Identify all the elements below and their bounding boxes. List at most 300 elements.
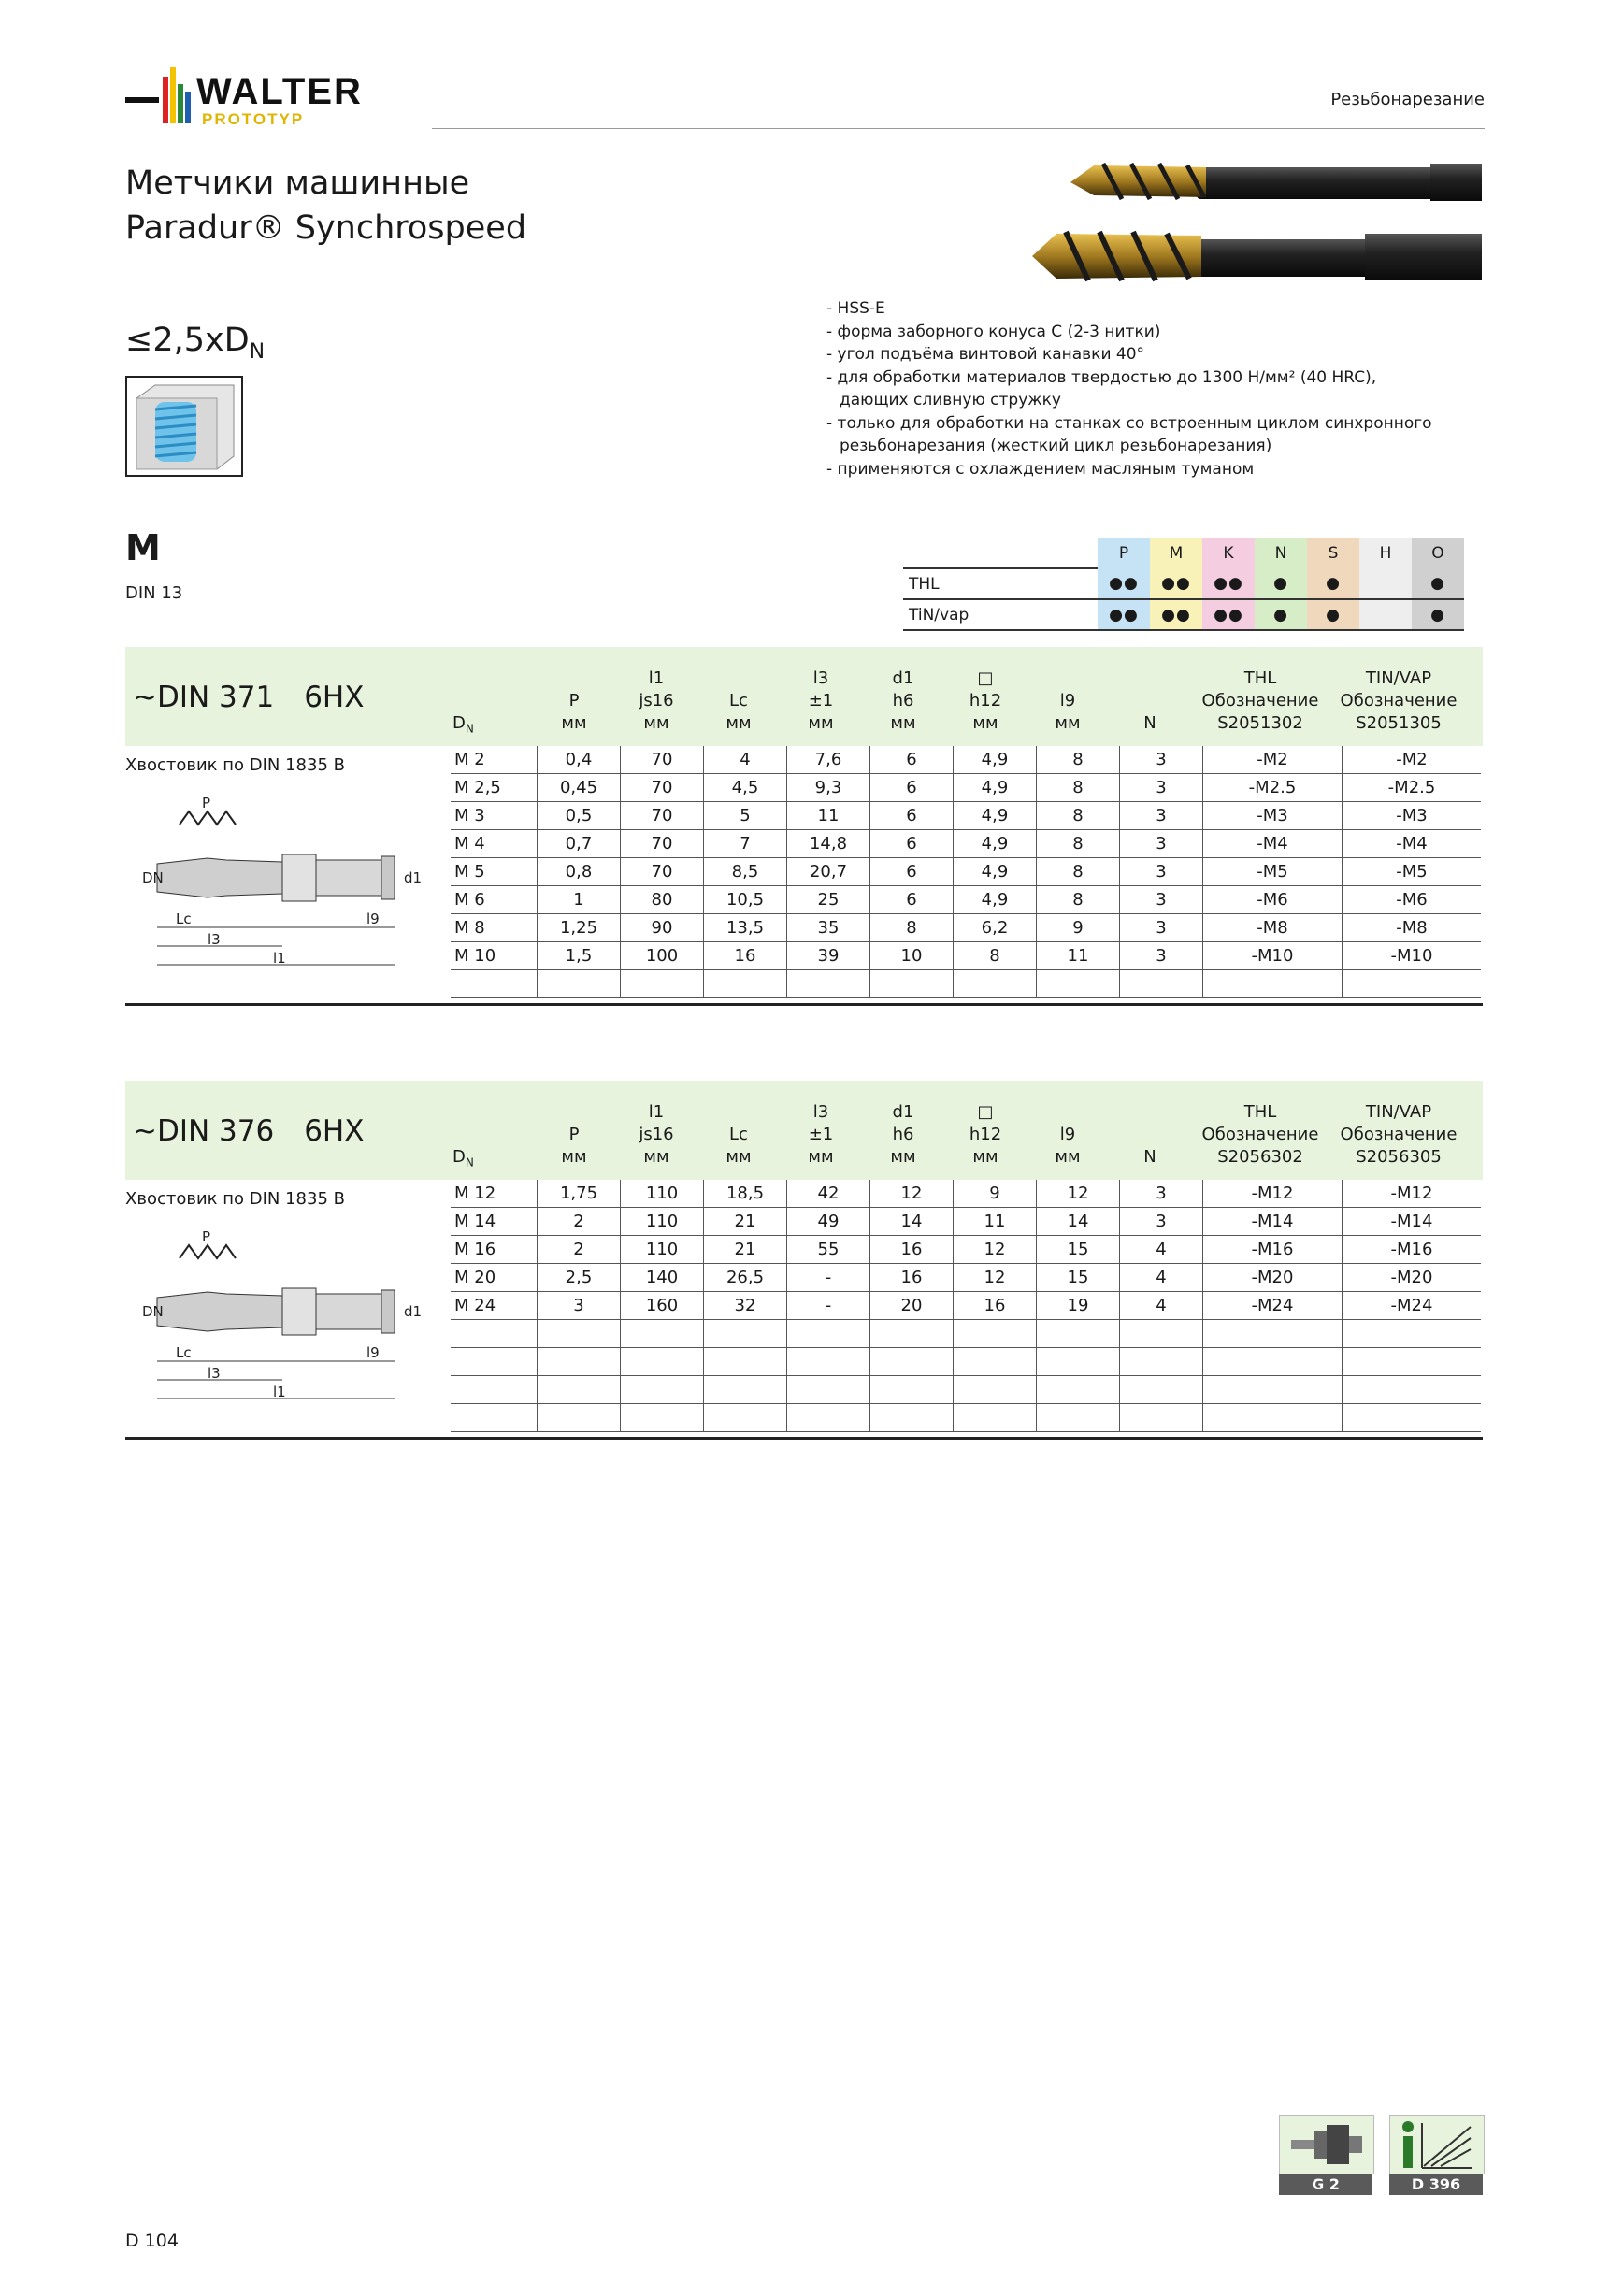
cell-sq xyxy=(954,970,1037,998)
material-code-k: K xyxy=(1202,538,1255,568)
header-line: □ xyxy=(977,1102,994,1122)
header-line xyxy=(1027,1101,1109,1124)
cell-dn xyxy=(451,970,538,998)
cell-thl: -M2.5 xyxy=(1203,774,1343,802)
column-header-n xyxy=(1109,667,1191,735)
cell-lc: 4 xyxy=(704,746,787,774)
tap-dimension-drawing xyxy=(142,787,535,974)
table-row xyxy=(451,1236,1481,1264)
d1-label: d1 xyxy=(404,869,423,886)
dn-sub: N xyxy=(465,722,474,736)
cell-d1: 20 xyxy=(870,1292,954,1320)
header-line: Обозначение xyxy=(1201,1125,1319,1144)
cell-tin: -M14 xyxy=(1343,1208,1482,1236)
material-code-n: N xyxy=(1255,538,1307,568)
cell-tin xyxy=(1343,970,1482,998)
header-unit: мм xyxy=(1055,1147,1081,1167)
page-number: D 104 xyxy=(125,2231,179,2251)
cell-lc: 4,5 xyxy=(704,774,787,802)
header-unit: мм xyxy=(725,1147,752,1167)
header-line: l9 xyxy=(1059,1125,1076,1144)
cell-lc xyxy=(704,1376,787,1404)
cell-l1: 70 xyxy=(621,858,704,886)
header-line: THL xyxy=(1243,668,1277,688)
cell-sq: 6,2 xyxy=(954,914,1037,942)
ref-badge-g2[interactable] xyxy=(1279,2115,1372,2195)
cell-dn: M 6 xyxy=(451,886,538,914)
feature-item: резьбонарезания (жесткий цикл резьбонарезания) xyxy=(840,437,1272,455)
dn-label: DN xyxy=(142,1303,164,1320)
cell-l3 xyxy=(787,1320,870,1348)
feature-item: - применяются с охлаждением масляным туманом xyxy=(826,459,1255,479)
header-line: Lc xyxy=(729,1125,748,1144)
cell-d1: 8 xyxy=(870,914,954,942)
cell-thl xyxy=(1203,1348,1343,1376)
material-code-o: O xyxy=(1412,538,1464,568)
header-unit: мм xyxy=(890,713,916,733)
header-line: h12 xyxy=(969,1125,1002,1144)
header-line: l1 xyxy=(648,668,665,688)
table-row xyxy=(451,942,1481,970)
cell-l9 xyxy=(1037,1376,1120,1404)
dn-symbol: D xyxy=(452,1147,466,1167)
cell-p xyxy=(538,1348,621,1376)
material-row-thl xyxy=(903,568,1464,599)
cell-d1: 14 xyxy=(870,1208,954,1236)
cell-n: 3 xyxy=(1120,830,1203,858)
header-unit: мм xyxy=(643,713,669,733)
cell-d1 xyxy=(870,1348,954,1376)
cell-dn: M 24 xyxy=(451,1292,538,1320)
cell-p: 0,8 xyxy=(538,858,621,886)
logo-subtitle: PROTOTYP xyxy=(202,110,305,128)
cell-n: 3 xyxy=(1120,914,1203,942)
cell-l9 xyxy=(1037,970,1120,998)
table-row xyxy=(451,1208,1481,1236)
table-standard: ~DIN 371 xyxy=(133,681,275,714)
feature-item: - только для обработки на станках со встроенным циклом синхронного xyxy=(826,413,1432,433)
cell-l9: 12 xyxy=(1037,1180,1120,1208)
header-line: ±1 xyxy=(808,1125,834,1144)
cell-n xyxy=(1120,1376,1203,1404)
cell-n: 4 xyxy=(1120,1292,1203,1320)
l3-label: l3 xyxy=(208,1365,221,1382)
thread-type-label: M xyxy=(125,527,161,568)
cell-p: 0,4 xyxy=(538,746,621,774)
cell-l3: 42 xyxy=(787,1180,870,1208)
column-header-n xyxy=(1109,1101,1191,1169)
cell-thl: -M2 xyxy=(1203,746,1343,774)
table-row xyxy=(451,858,1481,886)
cell-sq: 4,9 xyxy=(954,858,1037,886)
cell-l9 xyxy=(1037,1348,1120,1376)
cell-lc: 8,5 xyxy=(704,858,787,886)
cell-lc: 7 xyxy=(704,830,787,858)
cell-d1 xyxy=(870,1376,954,1404)
coating-label: THL xyxy=(903,568,1098,599)
feature-item: - для обработки материалов твердостью до 1300 Н/мм² (40 HRC), xyxy=(826,367,1377,387)
cell-l1: 70 xyxy=(621,802,704,830)
cell-l1: 80 xyxy=(621,886,704,914)
cell-tin: -M3 xyxy=(1343,802,1482,830)
cell-d1 xyxy=(870,970,954,998)
table-row xyxy=(451,1264,1481,1292)
cell-lc: 10,5 xyxy=(704,886,787,914)
cell-sq: 12 xyxy=(954,1264,1037,1292)
table-row xyxy=(451,886,1481,914)
cell-sq: 8 xyxy=(954,942,1037,970)
cell-l9: 14 xyxy=(1037,1208,1120,1236)
suitability-dots: ● xyxy=(1255,568,1307,599)
cell-p: 1 xyxy=(538,886,621,914)
cell-l9: 8 xyxy=(1037,802,1120,830)
cell-d1: 16 xyxy=(870,1264,954,1292)
cell-d1: 6 xyxy=(870,746,954,774)
feature-item: - форма заборного конуса C (2-3 нитки) xyxy=(826,322,1161,341)
cell-sq: 16 xyxy=(954,1292,1037,1320)
cell-l3 xyxy=(787,1404,870,1432)
cell-l3: 49 xyxy=(787,1208,870,1236)
column-header-l1 xyxy=(615,667,697,735)
column-header-tin xyxy=(1329,667,1468,735)
material-code-h: H xyxy=(1359,538,1412,568)
table-row xyxy=(451,914,1481,942)
pitch-label: P xyxy=(202,1228,211,1245)
column-header-l9 xyxy=(1027,1101,1109,1169)
header-line xyxy=(1109,690,1191,712)
header-unit: мм xyxy=(561,713,587,733)
cell-l9: 15 xyxy=(1037,1236,1120,1264)
cell-l1 xyxy=(621,1404,704,1432)
column-header-tin xyxy=(1329,1101,1468,1169)
header-unit: мм xyxy=(890,1147,916,1167)
cell-l3: 55 xyxy=(787,1236,870,1264)
column-header-p xyxy=(533,667,615,735)
suitability-dots: ●● xyxy=(1202,599,1255,630)
header-line: d1 xyxy=(892,1102,914,1122)
table-row xyxy=(451,1404,1481,1432)
badge-label: G 2 xyxy=(1279,2174,1372,2195)
cell-dn: M 3 xyxy=(451,802,538,830)
cell-thl xyxy=(1203,1404,1343,1432)
header-line xyxy=(697,667,780,690)
cell-p: 2 xyxy=(538,1208,621,1236)
cell-sq: 9 xyxy=(954,1180,1037,1208)
header-unit: N xyxy=(1143,713,1156,733)
header-line: l3 xyxy=(812,668,829,688)
cell-d1 xyxy=(870,1320,954,1348)
cell-l9: 8 xyxy=(1037,858,1120,886)
cell-l1: 90 xyxy=(621,914,704,942)
l3-label: l3 xyxy=(208,931,221,948)
cell-lc: 26,5 xyxy=(704,1264,787,1292)
header-unit: мм xyxy=(561,1147,587,1167)
table-row xyxy=(451,802,1481,830)
cell-l1: 160 xyxy=(621,1292,704,1320)
header-line: h6 xyxy=(892,691,914,710)
cell-l3 xyxy=(787,1376,870,1404)
cell-tin: -M4 xyxy=(1343,830,1482,858)
l9-label: l9 xyxy=(366,911,380,927)
cell-thl: -M6 xyxy=(1203,886,1343,914)
lc-label: Lc xyxy=(176,911,192,927)
cell-l1 xyxy=(621,1376,704,1404)
column-header-lc xyxy=(697,1101,780,1169)
depth-ratio-label xyxy=(125,322,265,364)
cell-tin: -M6 xyxy=(1343,886,1482,914)
cell-p: 0,45 xyxy=(538,774,621,802)
cell-l3: 39 xyxy=(787,942,870,970)
cell-tin: -M2 xyxy=(1343,746,1482,774)
cell-tin: -M12 xyxy=(1343,1180,1482,1208)
cell-l3: 7,6 xyxy=(787,746,870,774)
walter-logo xyxy=(125,58,406,133)
cell-p: 0,7 xyxy=(538,830,621,858)
cell-d1: 6 xyxy=(870,886,954,914)
cell-thl: -M24 xyxy=(1203,1292,1343,1320)
header-unit: N xyxy=(1143,1147,1156,1167)
cell-tin xyxy=(1343,1320,1482,1348)
cell-n: 3 xyxy=(1120,886,1203,914)
cell-l3: - xyxy=(787,1292,870,1320)
cell-l1: 70 xyxy=(621,830,704,858)
cell-p: 1,75 xyxy=(538,1180,621,1208)
cell-n: 4 xyxy=(1120,1264,1203,1292)
cell-p: 0,5 xyxy=(538,802,621,830)
cell-p: 3 xyxy=(538,1292,621,1320)
shank-note: Хвостовик по DIN 1835 B xyxy=(125,755,345,775)
dn-label: DN xyxy=(142,869,164,886)
info-chart-icon xyxy=(1389,2115,1485,2174)
material-group-table xyxy=(903,538,1464,631)
column-header-lc xyxy=(697,667,780,735)
cell-thl: -M12 xyxy=(1203,1180,1343,1208)
suitability-dots: ● xyxy=(1307,599,1359,630)
column-header-l1 xyxy=(615,1101,697,1169)
cell-p xyxy=(538,1376,621,1404)
table-row xyxy=(451,1180,1481,1208)
cell-dn xyxy=(451,1404,538,1432)
header-line xyxy=(697,1101,780,1124)
cell-l3 xyxy=(787,970,870,998)
l9-label: l9 xyxy=(366,1344,380,1361)
header-line: h12 xyxy=(969,691,1002,710)
feature-item: - угол подъёма винтовой канавки 40° xyxy=(826,345,1145,364)
cell-lc: 32 xyxy=(704,1292,787,1320)
header-line: l3 xyxy=(812,1102,829,1122)
cell-dn: M 16 xyxy=(451,1236,538,1264)
suitability-dots: ●● xyxy=(1150,599,1202,630)
column-header-l9 xyxy=(1027,667,1109,735)
cell-n xyxy=(1120,1348,1203,1376)
cell-tin: -M16 xyxy=(1343,1236,1482,1264)
material-code-m: M xyxy=(1150,538,1202,568)
cell-thl: -M16 xyxy=(1203,1236,1343,1264)
suitability-dots: ● xyxy=(1307,568,1359,599)
material-header-spacer xyxy=(903,538,1098,568)
table-tolerance: 6HX xyxy=(304,1114,365,1148)
cell-l9: 8 xyxy=(1037,886,1120,914)
tap-image-small xyxy=(1066,154,1482,208)
cell-sq: 4,9 xyxy=(954,830,1037,858)
column-header-dn xyxy=(452,1101,535,1174)
feature-list xyxy=(826,297,1537,481)
cell-thl: -M5 xyxy=(1203,858,1343,886)
order-code: S2051302 xyxy=(1217,713,1303,733)
cell-dn: M 8 xyxy=(451,914,538,942)
cell-l3: 9,3 xyxy=(787,774,870,802)
cell-l1: 140 xyxy=(621,1264,704,1292)
cell-l1: 110 xyxy=(621,1208,704,1236)
header-line: TIN/VAP xyxy=(1365,1102,1432,1122)
logo-wordmark: WALTER xyxy=(196,71,363,112)
header-line xyxy=(1109,667,1191,690)
cell-sq xyxy=(954,1404,1037,1432)
cell-tin: -M20 xyxy=(1343,1264,1482,1292)
cell-sq: 4,9 xyxy=(954,886,1037,914)
cell-tin: -M8 xyxy=(1343,914,1482,942)
order-code: S2056305 xyxy=(1356,1147,1442,1167)
cell-n xyxy=(1120,1320,1203,1348)
cell-l9 xyxy=(1037,1320,1120,1348)
column-header-d1 xyxy=(862,1101,944,1169)
cell-l9: 8 xyxy=(1037,830,1120,858)
dn-sub: N xyxy=(465,1155,474,1170)
header-line: js16 xyxy=(639,691,674,710)
cell-thl: -M4 xyxy=(1203,830,1343,858)
cell-n: 3 xyxy=(1120,942,1203,970)
header-line: TIN/VAP xyxy=(1365,668,1432,688)
header-unit: мм xyxy=(725,713,752,733)
cell-sq: 4,9 xyxy=(954,802,1037,830)
cell-p: 1,5 xyxy=(538,942,621,970)
cell-sq xyxy=(954,1348,1037,1376)
table-row xyxy=(451,1320,1481,1348)
cell-n: 3 xyxy=(1120,858,1203,886)
header-line: P xyxy=(568,1125,580,1144)
cell-d1: 6 xyxy=(870,802,954,830)
size-table xyxy=(451,746,1481,998)
tap-dimension-drawing xyxy=(142,1221,535,1408)
cell-n xyxy=(1120,970,1203,998)
l1-label: l1 xyxy=(273,1384,286,1400)
cell-sq: 4,9 xyxy=(954,746,1037,774)
cell-l9: 9 xyxy=(1037,914,1120,942)
header-line: Обозначение xyxy=(1340,1125,1458,1144)
cell-tin: -M5 xyxy=(1343,858,1482,886)
cell-d1: 6 xyxy=(870,830,954,858)
cell-n: 4 xyxy=(1120,1236,1203,1264)
column-header-p xyxy=(533,1101,615,1169)
feature-item: дающих сливную стружку xyxy=(840,391,1061,409)
cell-l9 xyxy=(1037,1404,1120,1432)
header-line: l9 xyxy=(1059,691,1076,710)
cell-l1 xyxy=(621,1348,704,1376)
header-line xyxy=(533,667,615,690)
cell-l1: 110 xyxy=(621,1180,704,1208)
cell-dn: M 14 xyxy=(451,1208,538,1236)
material-row-tin xyxy=(903,599,1464,630)
cell-thl xyxy=(1203,1376,1343,1404)
cell-l9: 19 xyxy=(1037,1292,1120,1320)
header-line: h6 xyxy=(892,1125,914,1144)
cell-l3: - xyxy=(787,1264,870,1292)
pitch-label: P xyxy=(202,795,211,811)
cell-dn: M 10 xyxy=(451,942,538,970)
header-divider xyxy=(432,128,1485,129)
header-line xyxy=(1027,667,1109,690)
cell-tin: -M2.5 xyxy=(1343,774,1482,802)
tool-holder-icon xyxy=(1279,2115,1374,2174)
dn-symbol: D xyxy=(452,713,466,733)
header-line: Обозначение xyxy=(1201,691,1319,710)
cell-thl: -M10 xyxy=(1203,942,1343,970)
header-line: Обозначение xyxy=(1340,691,1458,710)
suitability-dots xyxy=(1359,568,1412,599)
header-line: P xyxy=(568,691,580,710)
cell-lc: 5 xyxy=(704,802,787,830)
cell-l3 xyxy=(787,1348,870,1376)
suitability-dots xyxy=(1359,599,1412,630)
cell-n xyxy=(1120,1404,1203,1432)
header-line xyxy=(1109,1101,1191,1124)
cell-sq: 11 xyxy=(954,1208,1037,1236)
suitability-dots: ●● xyxy=(1098,599,1150,630)
table-bottom-rule xyxy=(125,1437,1483,1440)
header-line: Lc xyxy=(729,691,748,710)
badge-label: D 396 xyxy=(1389,2174,1483,2195)
cell-tin xyxy=(1343,1376,1482,1404)
cell-lc: 18,5 xyxy=(704,1180,787,1208)
cell-sq xyxy=(954,1320,1037,1348)
header-unit: мм xyxy=(808,713,834,733)
cell-l1: 100 xyxy=(621,942,704,970)
column-header-thl xyxy=(1191,667,1329,735)
cell-p: 1,25 xyxy=(538,914,621,942)
ref-badge-d396[interactable] xyxy=(1389,2115,1483,2195)
section-label: Резьбонарезание xyxy=(1330,90,1485,109)
cell-dn: M 20 xyxy=(451,1264,538,1292)
cell-lc xyxy=(704,1348,787,1376)
cell-dn: M 5 xyxy=(451,858,538,886)
cell-lc: 13,5 xyxy=(704,914,787,942)
header-unit: мм xyxy=(643,1147,669,1167)
cell-n: 3 xyxy=(1120,1208,1203,1236)
cell-lc xyxy=(704,970,787,998)
suitability-dots: ●● xyxy=(1098,568,1150,599)
cell-thl: -M8 xyxy=(1203,914,1343,942)
ratio-main: ≤2,5xD xyxy=(125,322,250,359)
blind-hole-thread-icon xyxy=(125,376,243,477)
cell-n: 3 xyxy=(1120,1180,1203,1208)
material-code-p: P xyxy=(1098,538,1150,568)
ratio-sub: N xyxy=(249,340,266,364)
cell-dn: M 2 xyxy=(451,746,538,774)
table-row xyxy=(451,830,1481,858)
header-line xyxy=(1109,1124,1191,1146)
cell-tin xyxy=(1343,1348,1482,1376)
cell-dn: M 12 xyxy=(451,1180,538,1208)
cell-d1: 12 xyxy=(870,1180,954,1208)
cell-sq: 12 xyxy=(954,1236,1037,1264)
column-header-l3 xyxy=(780,667,862,735)
order-code: S2056302 xyxy=(1217,1147,1303,1167)
header-unit: мм xyxy=(972,1147,998,1167)
cell-thl xyxy=(1203,970,1343,998)
suitability-dots: ● xyxy=(1255,599,1307,630)
shank-note: Хвостовик по DIN 1835 B xyxy=(125,1189,345,1209)
cell-thl xyxy=(1203,1320,1343,1348)
